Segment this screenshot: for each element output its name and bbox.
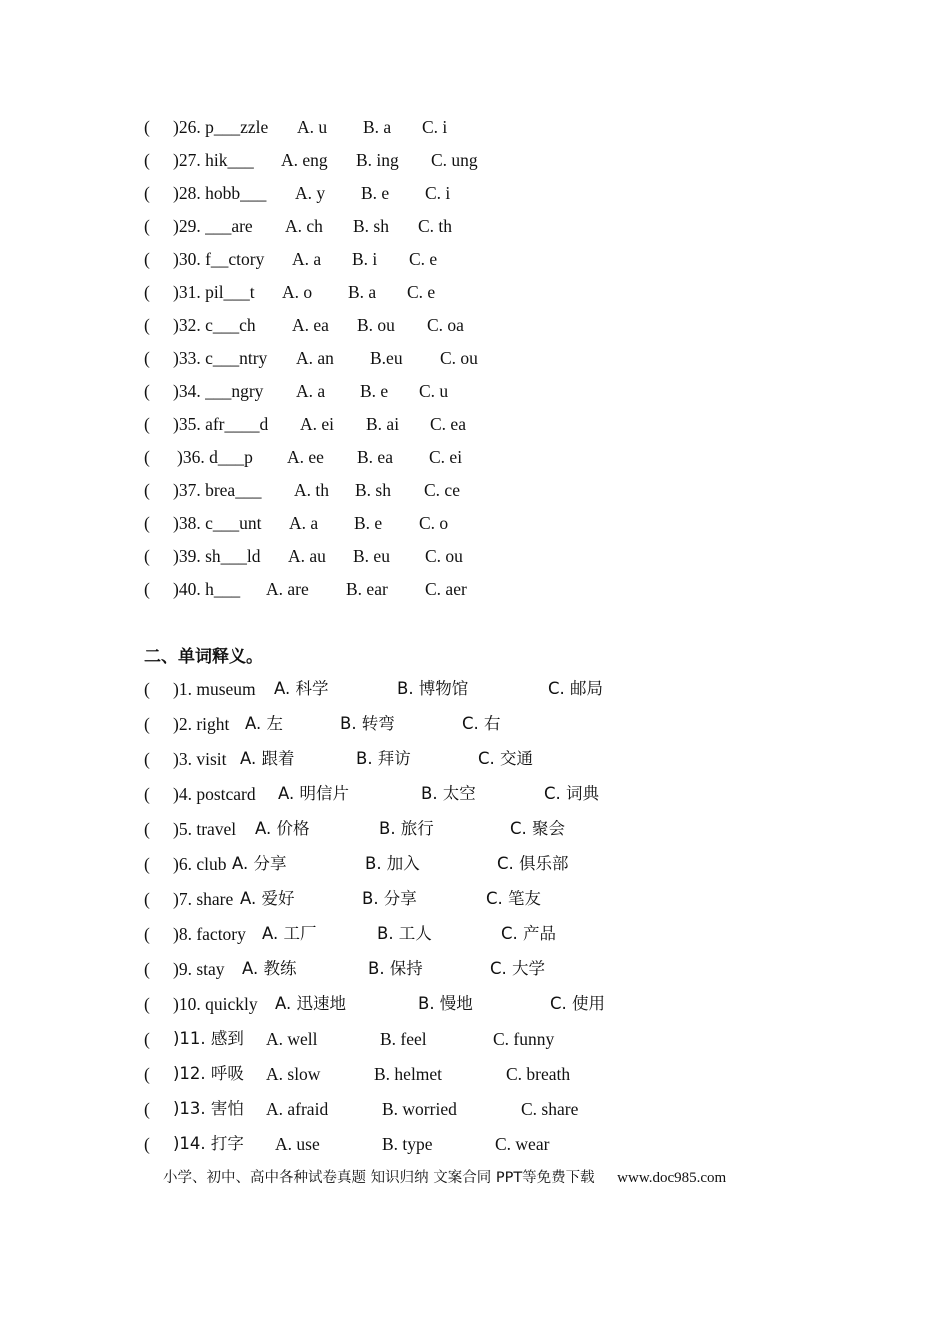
answer-bracket: ( (144, 117, 150, 137)
answer-bracket: ( (144, 1099, 150, 1119)
option-b: B. a (348, 282, 377, 302)
option-b: B. 转弯 (340, 714, 395, 733)
option-b: B. sh (353, 216, 389, 236)
question-text: )36. d___p (177, 447, 253, 467)
option-b: B. 博物馆 (397, 679, 469, 698)
answer-bracket: ( (144, 579, 150, 599)
footer-text: 小学、初中、高中各种试卷真题 知识归纳 文案合同 PPT等免费下载 (163, 1170, 595, 1186)
option-c: C. breath (506, 1064, 571, 1084)
option-a: A. eng (281, 150, 328, 170)
option-b: B. 慢地 (418, 994, 473, 1013)
answer-bracket: ( (144, 819, 150, 839)
option-c: C. i (422, 117, 448, 137)
question-text: )7. share (173, 889, 234, 909)
option-b: B. e (360, 381, 389, 401)
question-text: )30. f__ctory (173, 249, 265, 269)
option-b: B. ou (357, 315, 395, 335)
option-a: A. are (266, 579, 309, 599)
option-c: C. funny (493, 1029, 555, 1049)
option-c: C. o (419, 513, 449, 533)
answer-bracket: ( (144, 714, 150, 734)
option-b: B. e (361, 183, 390, 203)
option-b: B. i (352, 249, 378, 269)
answer-bracket: ( (144, 414, 150, 434)
question-text: )8. factory (173, 924, 246, 944)
option-b: B. 分享 (362, 889, 417, 908)
option-c: C. e (407, 282, 436, 302)
option-a: A. 价格 (255, 819, 310, 838)
option-a: A. afraid (266, 1099, 329, 1119)
answer-bracket: ( (144, 216, 150, 236)
question-text: )11. 感到 (173, 1029, 244, 1048)
option-c: C. share (521, 1099, 579, 1119)
option-c: C. ung (431, 150, 478, 170)
answer-bracket: ( (144, 480, 150, 500)
option-c: C. 笔友 (486, 889, 542, 908)
option-c: C. 大学 (490, 959, 546, 978)
footer-url: www.doc985.com (617, 1170, 727, 1186)
option-a: A. an (296, 348, 334, 368)
answer-bracket: ( (144, 1029, 150, 1049)
option-b: B. ea (357, 447, 393, 467)
answer-bracket: ( (144, 924, 150, 944)
question-text: )33. c___ntry (173, 348, 268, 368)
option-a: A. 明信片 (278, 784, 349, 803)
answer-bracket: ( (144, 994, 150, 1014)
option-a: A. a (292, 249, 322, 269)
question-text: )26. p___zzle (173, 117, 269, 137)
option-a: A. y (295, 183, 326, 203)
option-b: B. ear (346, 579, 388, 599)
question-text: )27. hik___ (173, 150, 254, 170)
option-a: A. 教练 (242, 959, 297, 978)
option-b: B. worried (382, 1099, 457, 1119)
option-a: A. 爱好 (240, 889, 295, 908)
option-c: C. 词典 (544, 784, 600, 803)
page-footer (163, 1164, 726, 1192)
question-text: )29. ___are (173, 216, 253, 236)
question-text: )32. c___ch (173, 315, 256, 335)
option-a: A. slow (266, 1064, 321, 1084)
answer-bracket: ( (144, 854, 150, 874)
option-c: C. ou (425, 546, 463, 566)
option-a: A. 分享 (232, 854, 287, 873)
option-b: B. 工人 (377, 924, 432, 943)
question-text: )37. brea___ (173, 480, 262, 500)
answer-bracket: ( (144, 348, 150, 368)
question-text: )3. visit (173, 749, 227, 769)
option-a: A. au (288, 546, 326, 566)
option-b: B. e (354, 513, 383, 533)
option-b: B. type (382, 1134, 433, 1154)
section-title: 二、单词释义。 (144, 647, 263, 667)
question-text: )14. 打字 (173, 1134, 244, 1153)
option-c: C. wear (495, 1134, 550, 1154)
answer-bracket: ( (144, 784, 150, 804)
option-b: B. 旅行 (379, 819, 434, 838)
answer-bracket: ( (144, 1064, 150, 1084)
option-a: A. use (275, 1134, 320, 1154)
option-a: A. th (294, 480, 329, 500)
option-c: C. aer (425, 579, 467, 599)
option-b: B. 加入 (365, 854, 420, 873)
option-c: C. 邮局 (548, 679, 604, 698)
option-b: B. 太空 (421, 784, 476, 803)
question-text: )10. quickly (173, 994, 258, 1014)
option-a: A. a (289, 513, 319, 533)
option-c: C. 右 (462, 714, 501, 733)
answer-bracket: ( (144, 749, 150, 769)
option-c: C. ou (440, 348, 478, 368)
option-a: A. 迅速地 (275, 994, 346, 1013)
answer-bracket: ( (144, 889, 150, 909)
option-a: A. o (282, 282, 313, 302)
question-text: )5. travel (173, 819, 237, 839)
answer-bracket: ( (144, 183, 150, 203)
question-text: )6. club (173, 854, 227, 874)
question-text: )2. right (173, 714, 230, 734)
option-b: B. ing (356, 150, 399, 170)
option-c: C. 聚会 (510, 819, 566, 838)
option-a: A. 左 (245, 714, 283, 733)
question-text: )35. afr____d (173, 414, 269, 434)
question-text: )1. museum (173, 679, 256, 699)
option-c: C. u (419, 381, 449, 401)
question-text: )4. postcard (173, 784, 256, 804)
option-a: A. well (266, 1029, 318, 1049)
option-b: B. sh (355, 480, 391, 500)
option-a: A. ee (287, 447, 324, 467)
answer-bracket: ( (144, 381, 150, 401)
question-text: )9. stay (173, 959, 225, 979)
option-c: C. 交通 (478, 749, 534, 768)
answer-bracket: ( (144, 315, 150, 335)
option-a: A. 工厂 (262, 924, 317, 943)
answer-bracket: ( (144, 959, 150, 979)
question-text: )12. 呼吸 (173, 1064, 244, 1083)
option-c: C. th (418, 216, 453, 236)
option-a: A. ea (292, 315, 329, 335)
option-c: C. i (425, 183, 451, 203)
option-a: A. 跟着 (240, 749, 295, 768)
answer-bracket: ( (144, 282, 150, 302)
option-b: B. helmet (374, 1064, 443, 1084)
question-text: )34. ___ngry (173, 381, 264, 401)
answer-bracket: ( (144, 249, 150, 269)
answer-bracket: ( (144, 1134, 150, 1154)
footer-spacer (595, 1170, 618, 1186)
option-a: A. u (297, 117, 328, 137)
answer-bracket: ( (144, 546, 150, 566)
option-c: C. oa (427, 315, 464, 335)
option-b: B. 保持 (368, 959, 423, 978)
option-c: C. e (409, 249, 438, 269)
option-b: B.eu (370, 348, 403, 368)
question-text: )13. 害怕 (173, 1099, 244, 1118)
option-a: A. ei (300, 414, 335, 434)
option-c: C. ea (430, 414, 466, 434)
option-b: B. 拜访 (356, 749, 411, 768)
option-b: B. feel (380, 1029, 427, 1049)
option-a: A. 科学 (274, 679, 329, 698)
answer-bracket: ( (144, 447, 150, 467)
option-c: C. ei (429, 447, 463, 467)
question-text: )40. h___ (173, 579, 241, 599)
option-c: C. 俱乐部 (497, 854, 569, 873)
answer-bracket: ( (144, 150, 150, 170)
option-b: B. eu (353, 546, 390, 566)
question-text: )31. pil___t (173, 282, 255, 302)
option-c: C. ce (424, 480, 460, 500)
answer-bracket: ( (144, 679, 150, 699)
question-text: )28. hobb___ (173, 183, 267, 203)
option-c: C. 产品 (501, 924, 557, 943)
answer-bracket: ( (144, 513, 150, 533)
option-b: B. a (363, 117, 392, 137)
option-b: B. ai (366, 414, 400, 434)
question-text: )38. c___unt (173, 513, 262, 533)
option-a: A. a (296, 381, 326, 401)
option-a: A. ch (285, 216, 323, 236)
question-text: )39. sh___ld (173, 546, 261, 566)
option-c: C. 使用 (550, 994, 606, 1013)
